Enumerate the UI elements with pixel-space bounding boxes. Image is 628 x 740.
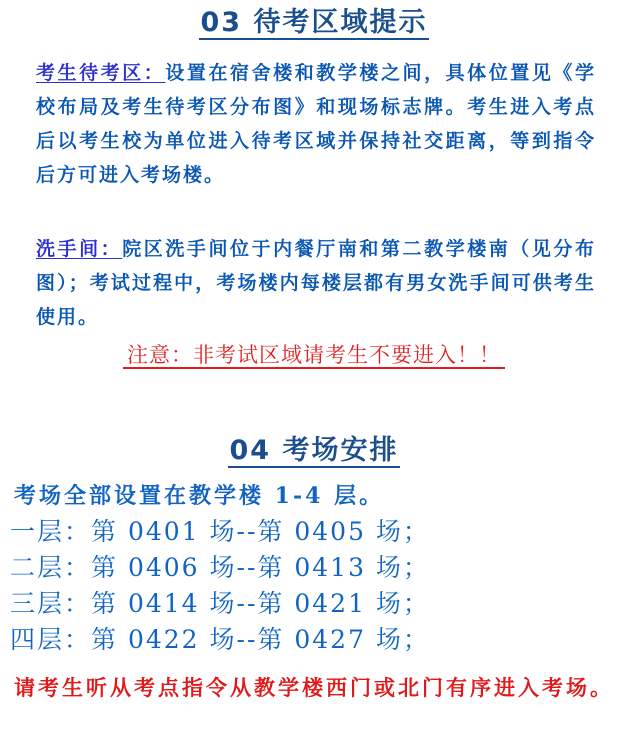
closing-instruction: 请考生听从考点指令从教学楼西门或北门有序进入考场。	[14, 675, 614, 700]
waiting-area-paragraph	[36, 56, 596, 192]
floor-item-4: 四层：第 0422 场--第 0427 场；	[10, 625, 430, 654]
floor-list	[10, 514, 430, 658]
notice-text: 注意：非考试区域请考生不要进入！！	[123, 343, 505, 369]
restroom-text: 院区洗手间位于内餐厅南和第二教学楼南（见分布图）；考试过程中，考场楼内每楼层都有男女洗手间可供考生使用。	[36, 238, 596, 328]
section-title-text: 04 考场安排	[229, 435, 399, 466]
section-title-waiting-area	[0, 6, 628, 40]
section-title-text: 03 待考区域提示	[200, 7, 428, 38]
notice-line	[0, 340, 628, 370]
restroom-label: 洗手间：	[36, 238, 123, 260]
restroom-paragraph	[36, 232, 596, 334]
waiting-area-label: 考生待考区：	[36, 62, 166, 84]
floor-item-2: 二层：第 0406 场--第 0413 场；	[10, 553, 430, 582]
waiting-area-text: 设置在宿舍楼和教学楼之间，具体位置见《学校布局及考生待考区分布图》和现场标志牌。考生进入考点后以考生校为单位进入待考区域并保持社交距离，等到指令后方可进入考场楼。	[36, 62, 596, 186]
floor-item-1: 一层：第 0401 场--第 0405 场；	[10, 517, 430, 546]
arrangement-lead: 考场全部设置在教学楼 1-4 层。	[14, 483, 385, 509]
floor-item-3: 三层：第 0414 场--第 0421 场；	[10, 589, 430, 618]
section-title-exam-arrangement	[0, 434, 628, 468]
